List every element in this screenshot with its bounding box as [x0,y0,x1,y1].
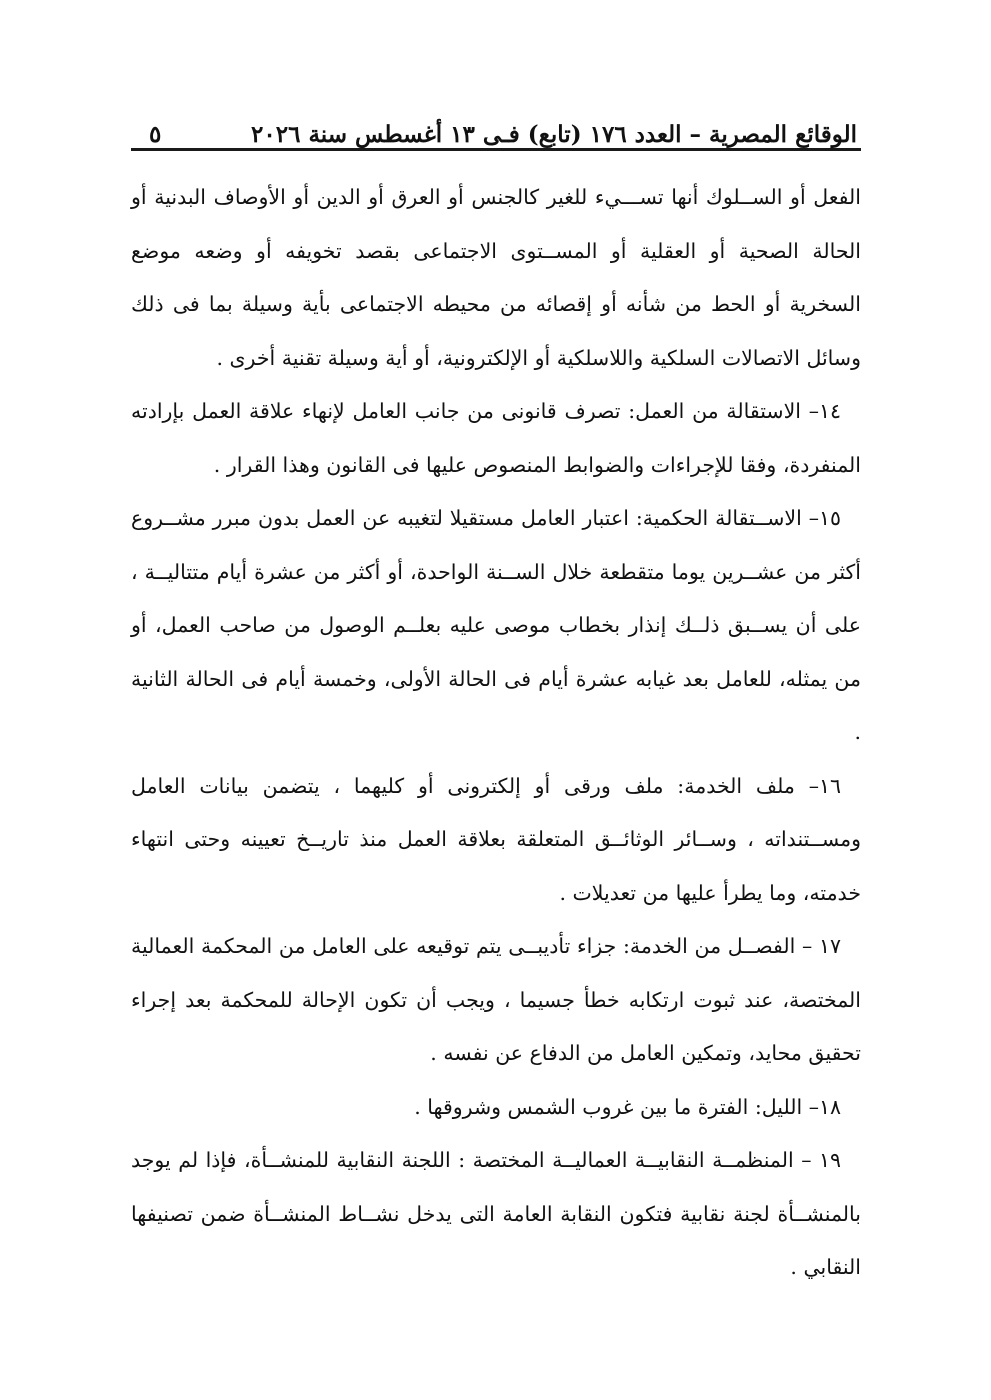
paragraph-continued: الفعل أو الســلوك أنها تســـيء للغير كالجنس أو العرق أو الدين أو الأوصاف البدنية أو الحالة الصحية أو العقلية أو المســتوى الاجتماعى بقصد تخويفه أو وضعه موضع السخرية أو الحط من شأنه أو إقصائه من محيطه الاجتماعى بأية وسيلة بما فى ذلك وسائل الاتصالات السلكية واللاسلكية أو الإلكترونية، أو أية وسيلة تقنية أخرى . [131,185,861,370]
paragraph-item-19: ١٩ – المنظمــة النقابيــة العماليــة المختصة : اللجنة النقابية للمنشــأة، فإذا لم يوجد بالمنشــأة لجنة نقابية فتكون النقابة العامة التى يدخل نشــاط المنشــأة ضمن تصنيفها النقابي . [131,1148,861,1279]
page-header [131,108,861,151]
paragraph-item-17: ١٧ – الفصــل من الخدمة: جزاء تأديبــى يتم توقيعه على العامل من المحكمة العمالية المختصة، عند ثبوت ارتكابه خطأ جسيما ، ويجب أن تكون الإحالة للمحكمة بعد إجراء تحقيق محايد، وتمكين العامل من الدفاع عن نفسه . [131,934,861,1065]
page-number: ٥ [149,121,162,148]
paragraph-item-16: ١٦– ملف الخدمة: ملف ورقى أو إلكترونى أو كليهما ، يتضمن بيانات العامل ومســتنداته ، وســائر الوثائــق المتعلقة بعلاقة العمل منذ تاريــخ تعيينه وحتى انتهاء خدمته، وما يطرأ عليها من تعديلات . [131,773,861,905]
document-body [131,171,861,1295]
paragraph-item-18: ١٨– الليل: الفترة ما بين غروب الشمس وشروقها . [414,1094,841,1119]
paragraph-item-14: ١٤– الاستقالة من العمل: تصرف قانونى من جانب العامل لإنهاء علاقة العمل بإرادته المنفردة، وفقا للإجراءات والضوابط المنصوص عليها فى القانون وهذا القرار . [131,399,861,477]
gazette-page [131,108,861,1295]
header-title: الوقائع المصرية – العدد ١٧٦ (تابع) فـى ١٣ أغسطس سنة ٢٠٢٦ [251,121,857,148]
paragraph-item-15: ١٥– الاســتقالة الحكمية: اعتبار العامل مستقيلا لتغيبه عن العمل بدون مبرر مشــروع أكثر من عشــرين يوما متقطعة خلال الســنة الواحدة، أو أكثر من عشرة أيام متتاليــة ، على أن يســبق ذلــك إنذار بخطاب موصى عليه بعلــم الوصول من صاحب العمل، أو من يمثله، للعامل بعد غيابه عشرة أيام فى الحالة الأولى، وخمسة أيام فى الحالة الثانية . [131,506,861,744]
